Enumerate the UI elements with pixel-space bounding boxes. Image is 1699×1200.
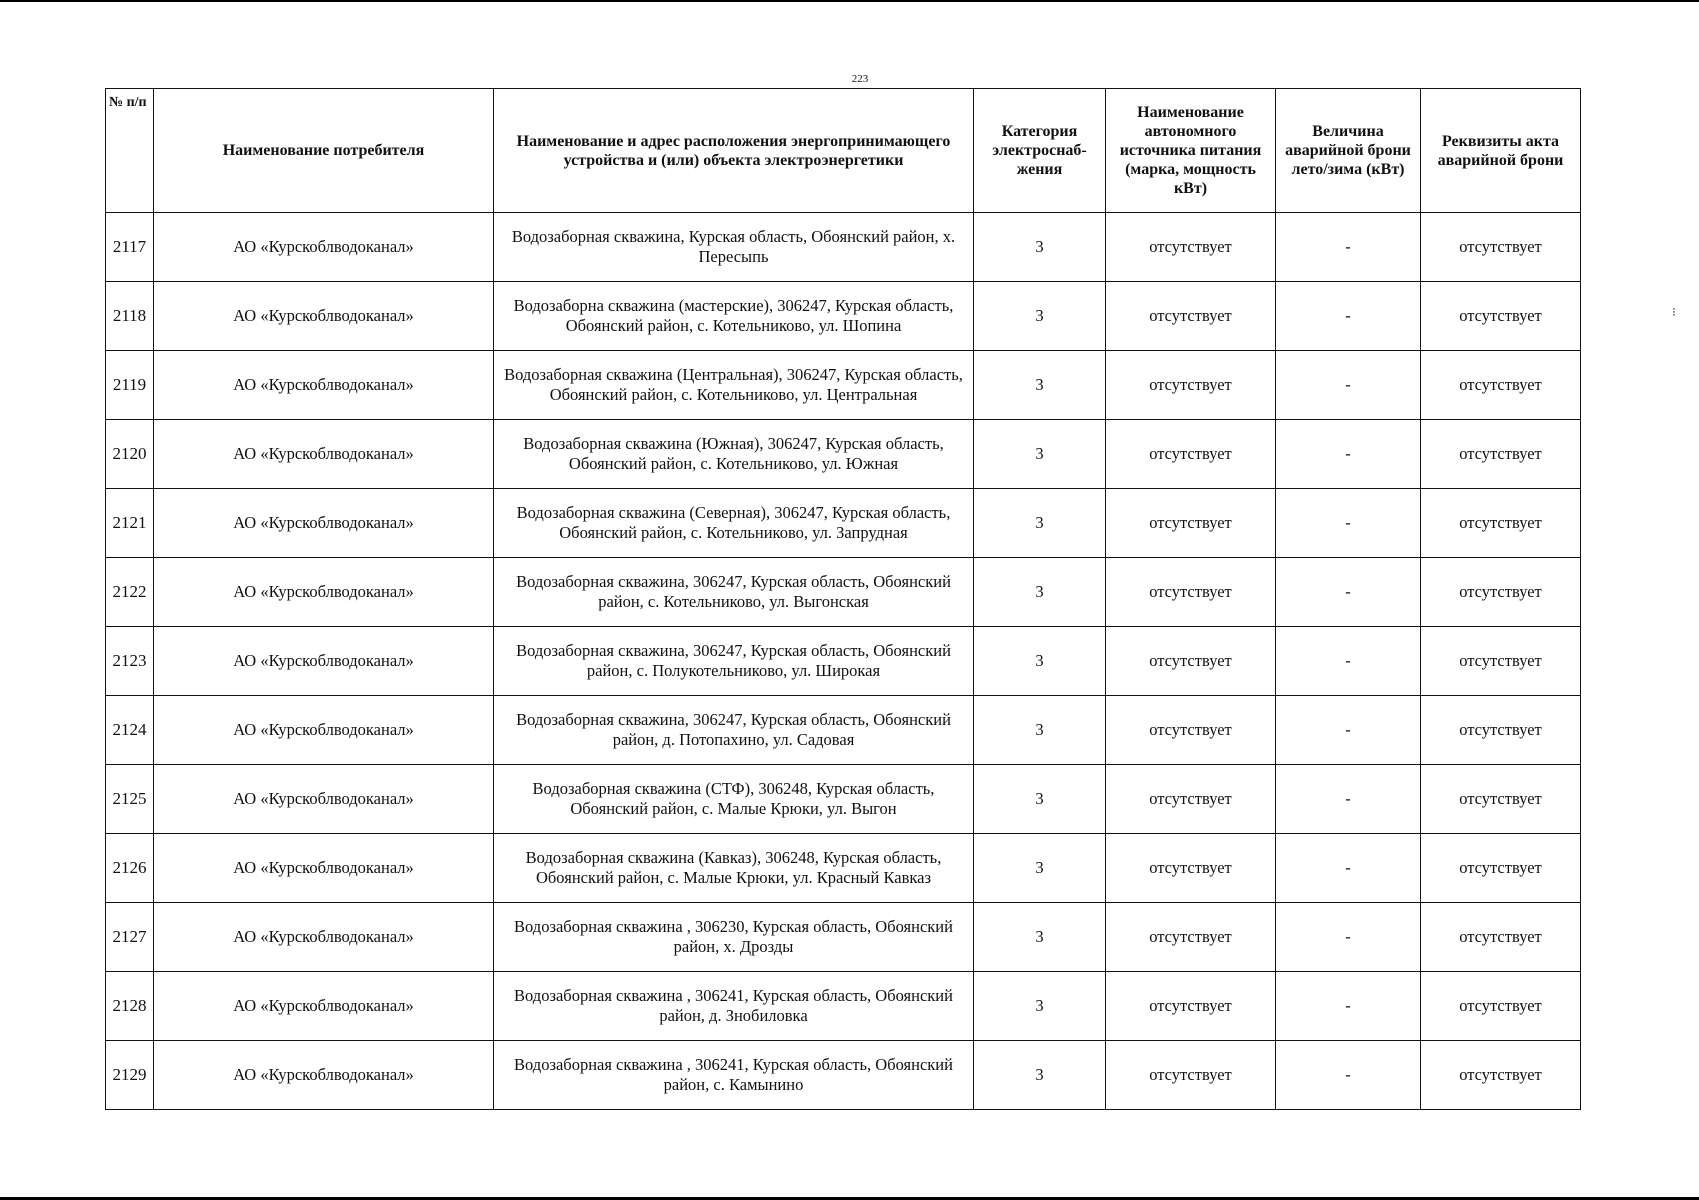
scan-edge-top xyxy=(0,0,1699,2)
cell-reserve: - xyxy=(1276,1041,1421,1110)
cell-act: отсутствует xyxy=(1421,834,1581,903)
cell-reserve: - xyxy=(1276,351,1421,420)
cell-consumer: АО «Курскоблводоканал» xyxy=(154,696,494,765)
cell-consumer: АО «Курскоблводоканал» xyxy=(154,420,494,489)
cell-consumer: АО «Курскоблводоканал» xyxy=(154,558,494,627)
table-row xyxy=(106,696,1581,765)
cell-num: 2126 xyxy=(106,834,154,903)
cell-source: отсутствует xyxy=(1106,213,1276,282)
cell-act: отсутствует xyxy=(1421,282,1581,351)
table-body xyxy=(106,213,1581,1110)
cell-consumer: АО «Курскоблводоканал» xyxy=(154,1041,494,1110)
cell-consumer: АО «Курскоблводоканал» xyxy=(154,351,494,420)
header-reserve: Величина аварийной брони лето/зима (кВт) xyxy=(1276,89,1421,213)
cell-category: 3 xyxy=(974,1041,1106,1110)
cell-reserve: - xyxy=(1276,972,1421,1041)
cell-object: Водозаборная скважина, Курская область, Обоянский район, х. Пересыпь xyxy=(494,213,974,282)
cell-num: 2118 xyxy=(106,282,154,351)
cell-reserve: - xyxy=(1276,696,1421,765)
page-number: 223 xyxy=(851,73,869,85)
cell-category: 3 xyxy=(974,972,1106,1041)
cell-object: Водозаборна скважина (мастерские), 306247, Курская область, Обоянский район, с. Котельниково, ул. Шопина xyxy=(494,282,974,351)
cell-category: 3 xyxy=(974,834,1106,903)
cell-source: отсутствует xyxy=(1106,696,1276,765)
cell-object: Водозаборная скважина (Кавказ), 306248, Курская область, Обоянский район, с. Малые Крюки, ул. Красный Кавказ xyxy=(494,834,974,903)
cell-consumer: АО «Курскоблводоканал» xyxy=(154,627,494,696)
table-row xyxy=(106,282,1581,351)
cell-reserve: - xyxy=(1276,834,1421,903)
cell-object: Водозаборная скважина, 306247, Курская область, Обоянский район, с. Котельниково, ул. Выгонская xyxy=(494,558,974,627)
header-source: Наименование автономного источника питания (марка, мощность кВт) xyxy=(1106,89,1276,213)
table-row xyxy=(106,1041,1581,1110)
cell-num: 2124 xyxy=(106,696,154,765)
margin-mark: ⁝ xyxy=(1672,305,1676,319)
cell-act: отсутствует xyxy=(1421,213,1581,282)
table-row xyxy=(106,972,1581,1041)
cell-source: отсутствует xyxy=(1106,1041,1276,1110)
header-consumer: Наименование потребителя xyxy=(154,89,494,213)
cell-num: 2122 xyxy=(106,558,154,627)
cell-category: 3 xyxy=(974,627,1106,696)
cell-num: 2119 xyxy=(106,351,154,420)
header-row xyxy=(106,89,1581,213)
cell-consumer: АО «Курскоблводоканал» xyxy=(154,282,494,351)
cell-source: отсутствует xyxy=(1106,972,1276,1041)
table-row xyxy=(106,903,1581,972)
cell-source: отсутствует xyxy=(1106,834,1276,903)
header-category: Категория электроснаб-жения xyxy=(974,89,1106,213)
cell-reserve: - xyxy=(1276,627,1421,696)
cell-source: отсутствует xyxy=(1106,420,1276,489)
cell-consumer: АО «Курскоблводоканал» xyxy=(154,765,494,834)
cell-num: 2121 xyxy=(106,489,154,558)
cell-category: 3 xyxy=(974,282,1106,351)
cell-consumer: АО «Курскоблводоканал» xyxy=(154,213,494,282)
cell-act: отсутствует xyxy=(1421,627,1581,696)
emergency-reserve-table xyxy=(105,88,1581,1110)
cell-object: Водозаборная скважина (Центральная), 306247, Курская область, Обоянский район, с. Котельниково, ул. Центральная xyxy=(494,351,974,420)
cell-source: отсутствует xyxy=(1106,765,1276,834)
cell-reserve: - xyxy=(1276,420,1421,489)
table-row xyxy=(106,627,1581,696)
cell-category: 3 xyxy=(974,489,1106,558)
table-row xyxy=(106,489,1581,558)
table-row xyxy=(106,213,1581,282)
cell-source: отсутствует xyxy=(1106,627,1276,696)
cell-object: Водозаборная скважина , 306241, Курская область, Обоянский район, д. Знобиловка xyxy=(494,972,974,1041)
cell-category: 3 xyxy=(974,420,1106,489)
cell-reserve: - xyxy=(1276,213,1421,282)
cell-source: отсутствует xyxy=(1106,558,1276,627)
table-row xyxy=(106,420,1581,489)
cell-object: Водозаборная скважина , 306241, Курская область, Обоянский район, с. Камынино xyxy=(494,1041,974,1110)
cell-object: Водозаборная скважина (Северная), 306247, Курская область, Обоянский район, с. Котельниково, ул. Запрудная xyxy=(494,489,974,558)
cell-act: отсутствует xyxy=(1421,351,1581,420)
cell-object: Водозаборная скважина , 306230, Курская область, Обоянский район, х. Дрозды xyxy=(494,903,974,972)
cell-num: 2120 xyxy=(106,420,154,489)
cell-source: отсутствует xyxy=(1106,351,1276,420)
cell-object: Водозаборная скважина, 306247, Курская область, Обоянский район, с. Полукотельниково, ул. Широкая xyxy=(494,627,974,696)
cell-source: отсутствует xyxy=(1106,282,1276,351)
cell-consumer: АО «Курскоблводоканал» xyxy=(154,972,494,1041)
cell-num: 2128 xyxy=(106,972,154,1041)
cell-category: 3 xyxy=(974,558,1106,627)
cell-num: 2123 xyxy=(106,627,154,696)
cell-object: Водозаборная скважина (Южная), 306247, Курская область, Обоянский район, с. Котельниково, ул. Южная xyxy=(494,420,974,489)
cell-object: Водозаборная скважина (СТФ), 306248, Курская область, Обоянский район, с. Малые Крюки, ул. Выгон xyxy=(494,765,974,834)
cell-num: 2129 xyxy=(106,1041,154,1110)
cell-source: отсутствует xyxy=(1106,489,1276,558)
cell-category: 3 xyxy=(974,213,1106,282)
cell-category: 3 xyxy=(974,696,1106,765)
cell-num: 2117 xyxy=(106,213,154,282)
cell-act: отсутствует xyxy=(1421,489,1581,558)
cell-reserve: - xyxy=(1276,489,1421,558)
header-act: Реквизиты акта аварийной брони xyxy=(1421,89,1581,213)
cell-act: отсутствует xyxy=(1421,420,1581,489)
cell-num: 2127 xyxy=(106,903,154,972)
cell-reserve: - xyxy=(1276,558,1421,627)
cell-num: 2125 xyxy=(106,765,154,834)
cell-act: отсутствует xyxy=(1421,696,1581,765)
table-header xyxy=(106,89,1581,213)
cell-category: 3 xyxy=(974,351,1106,420)
header-object: Наименование и адрес расположения энергопринимающего устройства и (или) объекта электроэнергетики xyxy=(494,89,974,213)
cell-consumer: АО «Курскоблводоканал» xyxy=(154,489,494,558)
cell-act: отсутствует xyxy=(1421,558,1581,627)
header-num: № п/п xyxy=(106,89,154,213)
cell-reserve: - xyxy=(1276,282,1421,351)
cell-reserve: - xyxy=(1276,903,1421,972)
table-row xyxy=(106,834,1581,903)
cell-act: отсутствует xyxy=(1421,903,1581,972)
cell-category: 3 xyxy=(974,903,1106,972)
table-row xyxy=(106,558,1581,627)
cell-act: отсутствует xyxy=(1421,765,1581,834)
cell-consumer: АО «Курскоблводоканал» xyxy=(154,834,494,903)
cell-consumer: АО «Курскоблводоканал» xyxy=(154,903,494,972)
cell-reserve: - xyxy=(1276,765,1421,834)
cell-category: 3 xyxy=(974,765,1106,834)
table-row xyxy=(106,351,1581,420)
cell-act: отсутствует xyxy=(1421,972,1581,1041)
cell-act: отсутствует xyxy=(1421,1041,1581,1110)
table-row xyxy=(106,765,1581,834)
cell-object: Водозаборная скважина, 306247, Курская область, Обоянский район, д. Потопахино, ул. Садовая xyxy=(494,696,974,765)
cell-source: отсутствует xyxy=(1106,903,1276,972)
